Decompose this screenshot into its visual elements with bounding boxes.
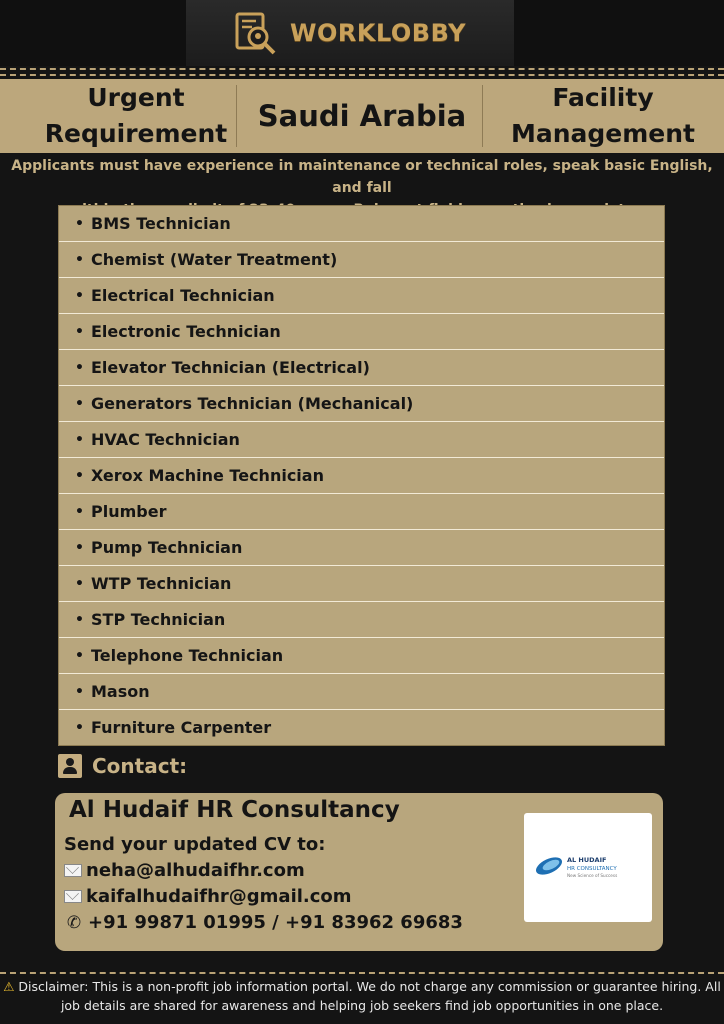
- job-title: Mason: [91, 682, 150, 701]
- list-item: [59, 422, 664, 458]
- contact-heading: [58, 752, 187, 780]
- list-item: [59, 206, 664, 242]
- bullet-icon: •: [75, 575, 84, 592]
- bullet-icon: •: [75, 215, 84, 232]
- job-title: STP Technician: [91, 610, 226, 629]
- divider: [0, 74, 724, 76]
- bullet-icon: •: [75, 539, 84, 556]
- job-title: Pump Technician: [91, 538, 243, 557]
- email-link[interactable]: neha@alhudaifhr.com: [86, 860, 305, 881]
- contact-card: [55, 793, 663, 951]
- list-item: [59, 350, 664, 386]
- job-title: HVAC Technician: [91, 430, 240, 449]
- phone-numbers[interactable]: +91 99871 01995 / +91 83962 69683: [88, 912, 463, 933]
- bullet-icon: •: [75, 467, 84, 484]
- logo-line2: HR CONSULTANCY: [567, 865, 617, 872]
- phone-row: [64, 912, 463, 933]
- email-link[interactable]: kaifalhudaifhr@gmail.com: [86, 886, 352, 907]
- requirements-line1: Applicants must have experience in maintenance or technical roles, speak basic English, and fall: [11, 158, 713, 196]
- header: [0, 0, 724, 66]
- job-title: Furniture Carpenter: [91, 718, 272, 737]
- bullet-icon: •: [75, 287, 84, 304]
- logo-line1: AL HUDAIF: [567, 855, 607, 864]
- job-title: Chemist (Water Treatment): [91, 250, 338, 269]
- worklobby-logo-icon: [234, 11, 278, 55]
- list-item: [59, 530, 664, 566]
- bullet-icon: •: [75, 251, 84, 268]
- urgent-line2: Requirement: [44, 119, 228, 148]
- list-item: [59, 638, 664, 674]
- list-item: [59, 386, 664, 422]
- list-item: [59, 242, 664, 278]
- company-name: Al Hudaif HR Consultancy: [69, 797, 400, 823]
- urgent-line1: Urgent: [87, 83, 185, 112]
- sector-line2: Management: [510, 119, 696, 148]
- email-row-1: [64, 860, 305, 881]
- job-title: WTP Technician: [91, 574, 232, 593]
- email-row-2: [64, 886, 352, 907]
- list-item: [59, 674, 664, 710]
- contact-person-icon: [58, 754, 82, 778]
- envelope-icon: [64, 864, 82, 877]
- job-title: BMS Technician: [91, 214, 231, 233]
- bullet-icon: •: [75, 359, 84, 376]
- list-item: [59, 710, 664, 745]
- disclaimer-line1: Disclaimer: This is a non-profit job information portal. We do not charge any commission or guarantee hiring. All: [18, 979, 721, 994]
- job-title: Elevator Technician (Electrical): [91, 358, 370, 377]
- divider: [0, 972, 724, 974]
- bullet-icon: •: [75, 431, 84, 448]
- bullet-icon: •: [75, 719, 84, 736]
- phone-icon: ✆: [66, 912, 82, 933]
- consultancy-logo: [524, 813, 652, 922]
- list-item: [59, 566, 664, 602]
- job-title: Telephone Technician: [91, 646, 284, 665]
- list-item: [59, 458, 664, 494]
- list-item: [59, 278, 664, 314]
- list-item: [59, 314, 664, 350]
- job-title: Generators Technician (Mechanical): [91, 394, 414, 413]
- disclaimer-line2: job details are shared for awareness and helping job seekers find job opportunities in one place.: [60, 998, 664, 1013]
- headline-banner: [0, 79, 724, 153]
- warning-icon: ⚠: [3, 979, 15, 994]
- bullet-icon: •: [75, 611, 84, 628]
- al-hudaif-logo-icon: [533, 848, 643, 888]
- bullet-icon: •: [75, 323, 84, 340]
- job-title: Plumber: [91, 502, 167, 521]
- bullet-icon: •: [75, 503, 84, 520]
- bullet-icon: •: [75, 395, 84, 412]
- send-cv-text: Send your updated CV to:: [64, 834, 326, 855]
- job-title: Xerox Machine Technician: [91, 466, 324, 485]
- brand-block: [186, 0, 514, 66]
- divider: [0, 68, 724, 70]
- brand-name: WORKLOBBY: [290, 19, 466, 47]
- contact-label: Contact:: [92, 754, 188, 778]
- job-title: Electronic Technician: [91, 322, 281, 341]
- country-title: Saudi Arabia: [257, 99, 467, 133]
- envelope-icon: [64, 890, 82, 903]
- bullet-icon: •: [75, 683, 84, 700]
- list-item: [59, 602, 664, 638]
- bullet-icon: •: [75, 647, 84, 664]
- sector-title: [482, 79, 724, 153]
- disclaimer: [0, 977, 724, 1015]
- job-list: [58, 205, 665, 746]
- logo-line3: New Science of Success: [567, 872, 618, 878]
- urgent-requirement: [0, 79, 272, 153]
- sector-line1: Facility: [552, 83, 654, 112]
- list-item: [59, 494, 664, 530]
- job-title: Electrical Technician: [91, 286, 275, 305]
